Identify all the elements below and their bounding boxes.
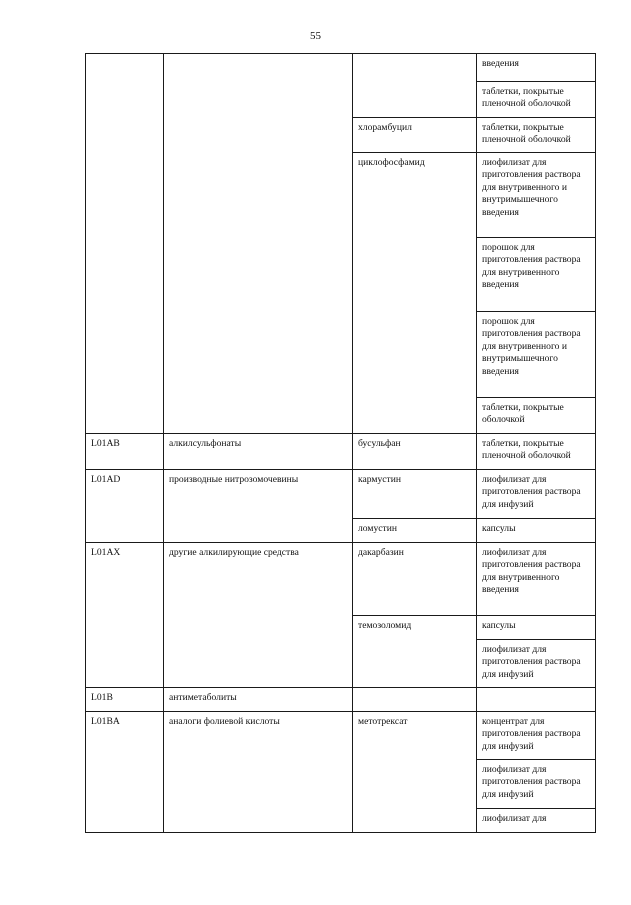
dosage-form-cell: капсулы	[477, 519, 596, 543]
dosage-form-cell: введения	[477, 54, 596, 82]
dosage-form-cell	[477, 688, 596, 712]
dosage-form-cell: лиофилизат для	[477, 809, 596, 833]
atc-code-cell: L01AB	[86, 434, 164, 470]
atc-code-cell: L01BA	[86, 712, 164, 833]
dosage-form-cell: таблетки, покрытые пленочной оболочкой	[477, 82, 596, 118]
atc-code-cell	[86, 54, 164, 434]
atc-group-cell: антиметаболиты	[164, 688, 353, 712]
dosage-form-cell: таблетки, покрытые пленочной оболочкой	[477, 118, 596, 153]
atc-group-cell	[164, 54, 353, 434]
drug-name-cell: циклофосфамид	[353, 153, 477, 434]
dosage-form-cell: лиофилизат для приготовления раствора для внутривенного и внутримышечного введения	[477, 153, 596, 238]
table-row	[86, 688, 596, 712]
table-row	[86, 470, 596, 519]
table-row	[86, 712, 596, 760]
drug-name-cell: ломустин	[353, 519, 477, 543]
dosage-form-cell: концентрат для приготовления раствора для инфузий	[477, 712, 596, 760]
dosage-form-cell: капсулы	[477, 616, 596, 640]
table-row	[86, 543, 596, 616]
table-row	[86, 434, 596, 470]
atc-code-cell: L01B	[86, 688, 164, 712]
drug-name-cell: кармустин	[353, 470, 477, 519]
dosage-form-cell: лиофилизат для приготовления раствора для внутривенного введения	[477, 543, 596, 616]
drug-name-cell: метотрексат	[353, 712, 477, 833]
atc-code-cell: L01AD	[86, 470, 164, 543]
drug-name-cell: хлорамбуцил	[353, 118, 477, 153]
drug-name-cell	[353, 54, 477, 118]
dosage-form-cell: таблетки, покрытые пленочной оболочкой	[477, 434, 596, 470]
page-number: 55	[310, 30, 321, 42]
drug-name-cell: бусульфан	[353, 434, 477, 470]
drug-name-cell	[353, 688, 477, 712]
dosage-form-cell: таблетки, покрытые оболочкой	[477, 398, 596, 434]
atc-group-cell: другие алкилирующие средства	[164, 543, 353, 688]
table-row	[86, 54, 596, 82]
atc-group-cell: алкилсульфонаты	[164, 434, 353, 470]
atc-drug-table	[85, 53, 596, 833]
dosage-form-cell: порошок для приготовления раствора для внутривенного введения	[477, 238, 596, 312]
dosage-form-cell: порошок для приготовления раствора для внутривенного и внутримышечного введения	[477, 312, 596, 398]
dosage-form-cell: лиофилизат для приготовления раствора для инфузий	[477, 640, 596, 688]
drug-name-cell: дакарбазин	[353, 543, 477, 616]
atc-group-cell: аналоги фолиевой кислоты	[164, 712, 353, 833]
atc-group-cell: производные нитрозомочевины	[164, 470, 353, 543]
dosage-form-cell: лиофилизат для приготовления раствора для инфузий	[477, 470, 596, 519]
drug-name-cell: темозоломид	[353, 616, 477, 688]
dosage-form-cell: лиофилизат для приготовления раствора для инфузий	[477, 760, 596, 809]
atc-code-cell: L01AX	[86, 543, 164, 688]
